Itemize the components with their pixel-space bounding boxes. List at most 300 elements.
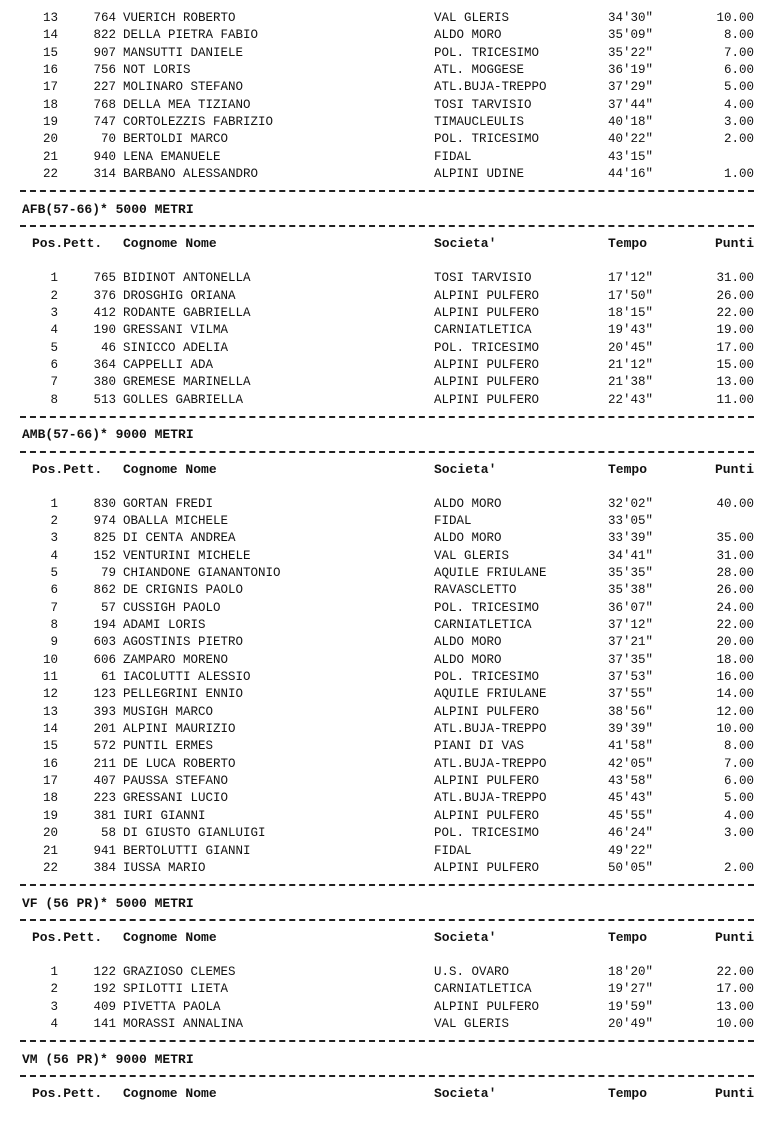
points: 12.00 (716, 704, 754, 719)
result-row (20, 860, 760, 877)
bib-number: 907 (93, 45, 116, 60)
club-name: PIANI DI VAS (434, 739, 525, 754)
race-time: 44'16" (608, 167, 654, 182)
race-time: 45'55" (608, 808, 654, 823)
points: 7.00 (723, 756, 754, 771)
club-name: U.S. OVARO (434, 964, 510, 979)
position: 2 (50, 982, 58, 997)
bib-number: 974 (93, 513, 116, 528)
points: 20.00 (716, 635, 754, 650)
points: 17.00 (716, 982, 754, 997)
result-row (20, 773, 760, 790)
position: 3 (50, 999, 58, 1014)
points: 2.00 (723, 860, 754, 875)
position: 1 (50, 496, 58, 511)
bib-number: 61 (100, 670, 116, 685)
header-time: Tempo (608, 461, 648, 477)
position: 17 (42, 80, 58, 95)
result-row (20, 704, 760, 721)
result-row (20, 565, 760, 582)
bib-number: 79 (100, 566, 116, 580)
race-time: 19'59" (608, 999, 654, 1014)
club-name: FIDAL (434, 843, 472, 858)
bib-number: 58 (100, 826, 116, 841)
bib-number: 194 (93, 618, 116, 633)
header-club: Societa' (434, 1086, 497, 1102)
results-document (20, 10, 760, 1120)
bib-number: 941 (93, 843, 116, 858)
club-name: CARNIATLETICA (434, 323, 532, 338)
race-time: 35'09" (608, 28, 654, 43)
athlete-name: DELLA MEA TIZIANO (123, 97, 251, 112)
race-time: 18'15" (608, 305, 654, 320)
bib-number: 940 (93, 149, 116, 164)
athlete-name: GRESSANI LUCIO (123, 791, 229, 806)
bib-number: 70 (100, 132, 116, 147)
athlete-name: MANSUTTI DANIELE (123, 45, 244, 60)
athlete-name: CORTOLEZZIS FABRIZIO (123, 115, 274, 130)
position: 18 (42, 791, 58, 806)
result-row (20, 964, 760, 981)
club-name: ALDO MORO (434, 652, 502, 667)
result-row (20, 981, 760, 998)
club-name: POL. TRICESIMO (434, 132, 540, 147)
race-time: 37'55" (608, 687, 654, 702)
athlete-name: ZAMPARO MORENO (123, 652, 229, 667)
athlete-name: VENTURINI MICHELE (123, 548, 251, 563)
race-time: 35'22" (608, 45, 654, 60)
points: 15.00 (716, 357, 754, 372)
result-row (20, 582, 760, 599)
points: 14.00 (716, 687, 754, 702)
athlete-name: PIVETTA PAOLA (123, 999, 221, 1014)
athlete-name: PUNTIL ERMES (123, 739, 214, 754)
result-row (20, 10, 760, 27)
athlete-name: IURI GIANNI (123, 808, 206, 823)
result-row (20, 131, 760, 148)
race-time: 49'22" (608, 843, 654, 858)
header-name: Cognome Nome (123, 461, 217, 477)
points: 35.00 (716, 531, 754, 546)
race-time: 34'30" (608, 11, 654, 25)
race-time: 35'35" (608, 566, 654, 580)
position: 20 (42, 132, 58, 147)
column-header (20, 235, 760, 252)
position: 2 (50, 288, 58, 303)
result-row (20, 149, 760, 166)
athlete-name: VUERICH ROBERTO (123, 11, 236, 25)
athlete-name: BERTOLUTTI GIANNI (123, 843, 251, 858)
athlete-name: AGOSTINIS PIETRO (123, 635, 244, 650)
result-row (20, 97, 760, 114)
race-time: 37'12" (608, 618, 654, 633)
bib-number: 152 (93, 548, 116, 563)
points: 10.00 (716, 722, 754, 737)
result-row (20, 721, 760, 738)
athlete-name: CHIANDONE GIANANTONIO (123, 566, 281, 580)
result-row (20, 270, 760, 287)
race-time: 20'45" (608, 340, 654, 355)
header-club: Societa' (434, 461, 497, 477)
bib-number: 46 (100, 340, 116, 355)
result-row (20, 114, 760, 131)
race-time: 37'29" (608, 80, 654, 95)
result-row (20, 305, 760, 322)
result-row (20, 496, 760, 513)
club-name: ALDO MORO (434, 28, 502, 43)
athlete-name: IUSSA MARIO (123, 860, 206, 875)
athlete-name: PAUSSA STEFANO (123, 774, 229, 789)
bib-number: 393 (93, 704, 116, 719)
position: 15 (42, 739, 58, 754)
separator-line (20, 912, 760, 929)
athlete-name: MORASSI ANNALINA (123, 1016, 244, 1031)
race-time: 37'21" (608, 635, 654, 650)
bib-number: 822 (93, 28, 116, 43)
separator-line (20, 183, 760, 200)
header-name: Cognome Nome (123, 236, 217, 252)
bib-number: 380 (93, 375, 116, 390)
result-row (20, 600, 760, 617)
points: 3.00 (723, 115, 754, 130)
result-row (20, 999, 760, 1016)
points: 24.00 (716, 600, 754, 615)
result-row (20, 669, 760, 686)
header-pos-pett: Pos.Pett. (32, 1086, 103, 1102)
club-name: ALPINI PULFERO (434, 305, 540, 320)
club-name: VAL GLERIS (434, 1016, 510, 1031)
athlete-name: GORTAN FREDI (123, 496, 214, 511)
category-title (20, 201, 760, 218)
bib-number: 830 (93, 496, 116, 511)
separator-line (20, 1033, 760, 1050)
bib-number: 192 (93, 982, 116, 997)
header-points: Punti (714, 461, 754, 477)
club-name: ATL.BUJA-TREPPO (434, 80, 547, 95)
result-row (20, 288, 760, 305)
position: 9 (50, 635, 58, 650)
club-name: ATL.BUJA-TREPPO (434, 756, 547, 771)
athlete-name: SPILOTTI LIETA (123, 982, 229, 997)
bib-number: 409 (93, 999, 116, 1014)
position: 19 (42, 808, 58, 823)
club-name: VAL GLERIS (434, 11, 510, 25)
category-title-text: AFB(57-66)* 5000 METRI (22, 201, 194, 217)
bib-number: 314 (93, 167, 116, 182)
points: 19.00 (716, 323, 754, 338)
points: 1.00 (723, 167, 754, 182)
athlete-name: CAPPELLI ADA (123, 357, 214, 372)
header-points: Punti (714, 236, 754, 252)
club-name: ALPINI PULFERO (434, 774, 540, 789)
blank-line (20, 478, 760, 495)
column-header (20, 461, 760, 478)
result-row (20, 374, 760, 391)
club-name: TOSI TARVISIO (434, 271, 532, 286)
separator-line (20, 409, 760, 426)
position: 11 (42, 670, 58, 685)
points: 4.00 (723, 97, 754, 112)
column-header (20, 1085, 760, 1102)
athlete-name: GREMESE MARINELLA (123, 375, 251, 390)
header-points: Punti (714, 930, 754, 946)
position: 1 (50, 271, 58, 286)
bib-number: 412 (93, 305, 116, 320)
position: 19 (42, 115, 58, 130)
result-row (20, 686, 760, 703)
club-name: ALPINI PULFERO (434, 288, 540, 303)
bib-number: 606 (93, 652, 116, 667)
points: 2.00 (723, 132, 754, 147)
race-time: 46'24" (608, 826, 654, 841)
points: 11.00 (716, 392, 754, 407)
points: 18.00 (716, 652, 754, 667)
points: 26.00 (716, 583, 754, 598)
points: 28.00 (716, 566, 754, 580)
header-club: Societa' (434, 930, 497, 946)
athlete-name: DE CRIGNIS PAOLO (123, 583, 244, 598)
bib-number: 407 (93, 774, 116, 789)
position: 6 (50, 357, 58, 372)
header-time: Tempo (608, 930, 648, 946)
club-name: ATL.BUJA-TREPPO (434, 791, 547, 806)
race-time: 38'56" (608, 704, 654, 719)
points: 13.00 (716, 999, 754, 1014)
club-name: POL. TRICESIMO (434, 600, 540, 615)
bib-number: 211 (93, 756, 116, 771)
result-row (20, 45, 760, 62)
race-time: 19'27" (608, 982, 654, 997)
result-row (20, 340, 760, 357)
bib-number: 227 (93, 80, 116, 95)
athlete-name: MUSIGH MARCO (123, 704, 214, 719)
club-name: ALDO MORO (434, 531, 502, 546)
result-row (20, 617, 760, 634)
club-name: ATL.BUJA-TREPPO (434, 722, 547, 737)
bib-number: 768 (93, 97, 116, 112)
club-name: CARNIATLETICA (434, 618, 532, 633)
race-time: 32'02" (608, 496, 654, 511)
athlete-name: BERTOLDI MARCO (123, 132, 229, 147)
position: 3 (50, 531, 58, 546)
result-row (20, 322, 760, 339)
bib-number: 381 (93, 808, 116, 823)
race-time: 33'39" (608, 531, 654, 546)
bib-number: 376 (93, 288, 116, 303)
race-time: 37'53" (608, 670, 654, 685)
header-name: Cognome Nome (123, 930, 217, 946)
race-time: 17'50" (608, 288, 654, 303)
club-name: CARNIATLETICA (434, 982, 532, 997)
club-name: ALPINI PULFERO (434, 375, 540, 390)
result-row (20, 79, 760, 96)
bib-number: 201 (93, 722, 116, 737)
position: 8 (50, 618, 58, 633)
position: 13 (42, 704, 58, 719)
position: 5 (50, 566, 58, 580)
race-time: 33'05" (608, 513, 654, 528)
header-points: Punti (714, 1086, 754, 1102)
athlete-name: DROSGHIG ORIANA (123, 288, 236, 303)
bib-number: 825 (93, 531, 116, 546)
bib-number: 747 (93, 115, 116, 130)
position: 6 (50, 583, 58, 598)
points: 26.00 (716, 288, 754, 303)
race-time: 39'39" (608, 722, 654, 737)
points: 3.00 (723, 826, 754, 841)
position: 12 (42, 687, 58, 702)
club-name: TIMAUCLEULIS (434, 115, 525, 130)
position: 14 (42, 722, 58, 737)
bib-number: 141 (93, 1016, 116, 1031)
bib-number: 57 (100, 600, 116, 615)
bib-number: 756 (93, 63, 116, 78)
bib-number: 190 (93, 323, 116, 338)
bib-number: 603 (93, 635, 116, 650)
race-time: 21'38" (608, 375, 654, 390)
column-header (20, 929, 760, 946)
athlete-name: GRAZIOSO CLEMES (123, 964, 236, 979)
points: 7.00 (723, 45, 754, 60)
athlete-name: MOLINARO STEFANO (123, 80, 244, 95)
race-time: 42'05" (608, 756, 654, 771)
athlete-name: ADAMI LORIS (123, 618, 206, 633)
athlete-name: GOLLES GABRIELLA (123, 392, 244, 407)
club-name: POL. TRICESIMO (434, 340, 540, 355)
result-row (20, 634, 760, 651)
race-time: 21'12" (608, 357, 654, 372)
position: 2 (50, 513, 58, 528)
bib-number: 122 (93, 964, 116, 979)
header-time: Tempo (608, 1086, 648, 1102)
club-name: ATL. MOGGESE (434, 63, 525, 78)
points: 5.00 (723, 80, 754, 95)
club-name: ALPINI PULFERO (434, 808, 540, 823)
club-name: ALPINI PULFERO (434, 357, 540, 372)
race-time: 18'20" (608, 964, 654, 979)
athlete-name: DI GIUSTO GIANLUIGI (123, 826, 266, 841)
athlete-name: SINICCO ADELIA (123, 340, 229, 355)
position: 1 (50, 964, 58, 979)
race-time: 20'49" (608, 1016, 654, 1031)
points: 10.00 (716, 1016, 754, 1031)
race-time: 45'43" (608, 791, 654, 806)
club-name: ALPINI PULFERO (434, 392, 540, 407)
position: 18 (42, 97, 58, 112)
separator-line (20, 877, 760, 894)
club-name: POL. TRICESIMO (434, 826, 540, 841)
athlete-name: DE LUCA ROBERTO (123, 756, 236, 771)
result-row (20, 825, 760, 842)
result-row (20, 392, 760, 409)
category-title (20, 426, 760, 443)
category-title-text: VM (56 PR)* 9000 METRI (22, 1051, 194, 1067)
blank-line (20, 253, 760, 270)
points: 6.00 (723, 774, 754, 789)
athlete-name: GRESSANI VILMA (123, 323, 229, 338)
club-name: POL. TRICESIMO (434, 670, 540, 685)
position: 4 (50, 548, 58, 563)
result-row (20, 530, 760, 547)
position: 10 (42, 652, 58, 667)
position: 4 (50, 323, 58, 338)
bib-number: 572 (93, 739, 116, 754)
header-name: Cognome Nome (123, 1086, 217, 1102)
bib-number: 364 (93, 357, 116, 372)
result-row (20, 756, 760, 773)
bib-number: 862 (93, 583, 116, 598)
result-row (20, 548, 760, 565)
points: 13.00 (716, 375, 754, 390)
separator-line (20, 218, 760, 235)
separator-line (20, 1068, 760, 1085)
club-name: FIDAL (434, 513, 472, 528)
club-name: VAL GLERIS (434, 548, 510, 563)
club-name: AQUILE FRIULANE (434, 687, 547, 702)
points: 17.00 (716, 340, 754, 355)
position: 13 (42, 11, 58, 25)
result-row (20, 62, 760, 79)
points: 6.00 (723, 63, 754, 78)
category-title (20, 895, 760, 912)
position: 21 (42, 843, 58, 858)
header-pos-pett: Pos.Pett. (32, 236, 103, 252)
club-name: AQUILE FRIULANE (434, 566, 547, 580)
blank-line (20, 947, 760, 964)
race-time: 19'43" (608, 323, 654, 338)
race-time: 34'41" (608, 548, 654, 563)
race-time: 41'58" (608, 739, 654, 754)
header-pos-pett: Pos.Pett. (32, 461, 103, 477)
bib-number: 765 (93, 271, 116, 286)
race-time: 43'58" (608, 774, 654, 789)
category-title (20, 1051, 760, 1068)
bib-number: 513 (93, 392, 116, 407)
position: 21 (42, 149, 58, 164)
position: 7 (50, 600, 58, 615)
result-row (20, 843, 760, 860)
result-row (20, 1016, 760, 1033)
race-time: 40'22" (608, 132, 654, 147)
result-row (20, 27, 760, 44)
position: 8 (50, 392, 58, 407)
result-row (20, 357, 760, 374)
athlete-name: OBALLA MICHELE (123, 513, 229, 528)
position: 16 (42, 756, 58, 771)
position: 16 (42, 63, 58, 78)
points: 22.00 (716, 964, 754, 979)
points: 31.00 (716, 271, 754, 286)
result-row (20, 790, 760, 807)
header-club: Societa' (434, 236, 497, 252)
athlete-name: CUSSIGH PAOLO (123, 600, 221, 615)
bib-number: 123 (93, 687, 116, 702)
race-time: 35'38" (608, 583, 654, 598)
position: 22 (42, 860, 58, 875)
position: 7 (50, 375, 58, 390)
points: 4.00 (723, 808, 754, 823)
club-name: RAVASCLETTO (434, 583, 517, 598)
header-pos-pett: Pos.Pett. (32, 930, 103, 946)
club-name: ALDO MORO (434, 635, 502, 650)
points: 5.00 (723, 791, 754, 806)
points: 8.00 (723, 739, 754, 754)
athlete-name: RODANTE GABRIELLA (123, 305, 251, 320)
club-name: POL. TRICESIMO (434, 45, 540, 60)
result-row (20, 738, 760, 755)
bib-number: 223 (93, 791, 116, 806)
points: 31.00 (716, 548, 754, 563)
